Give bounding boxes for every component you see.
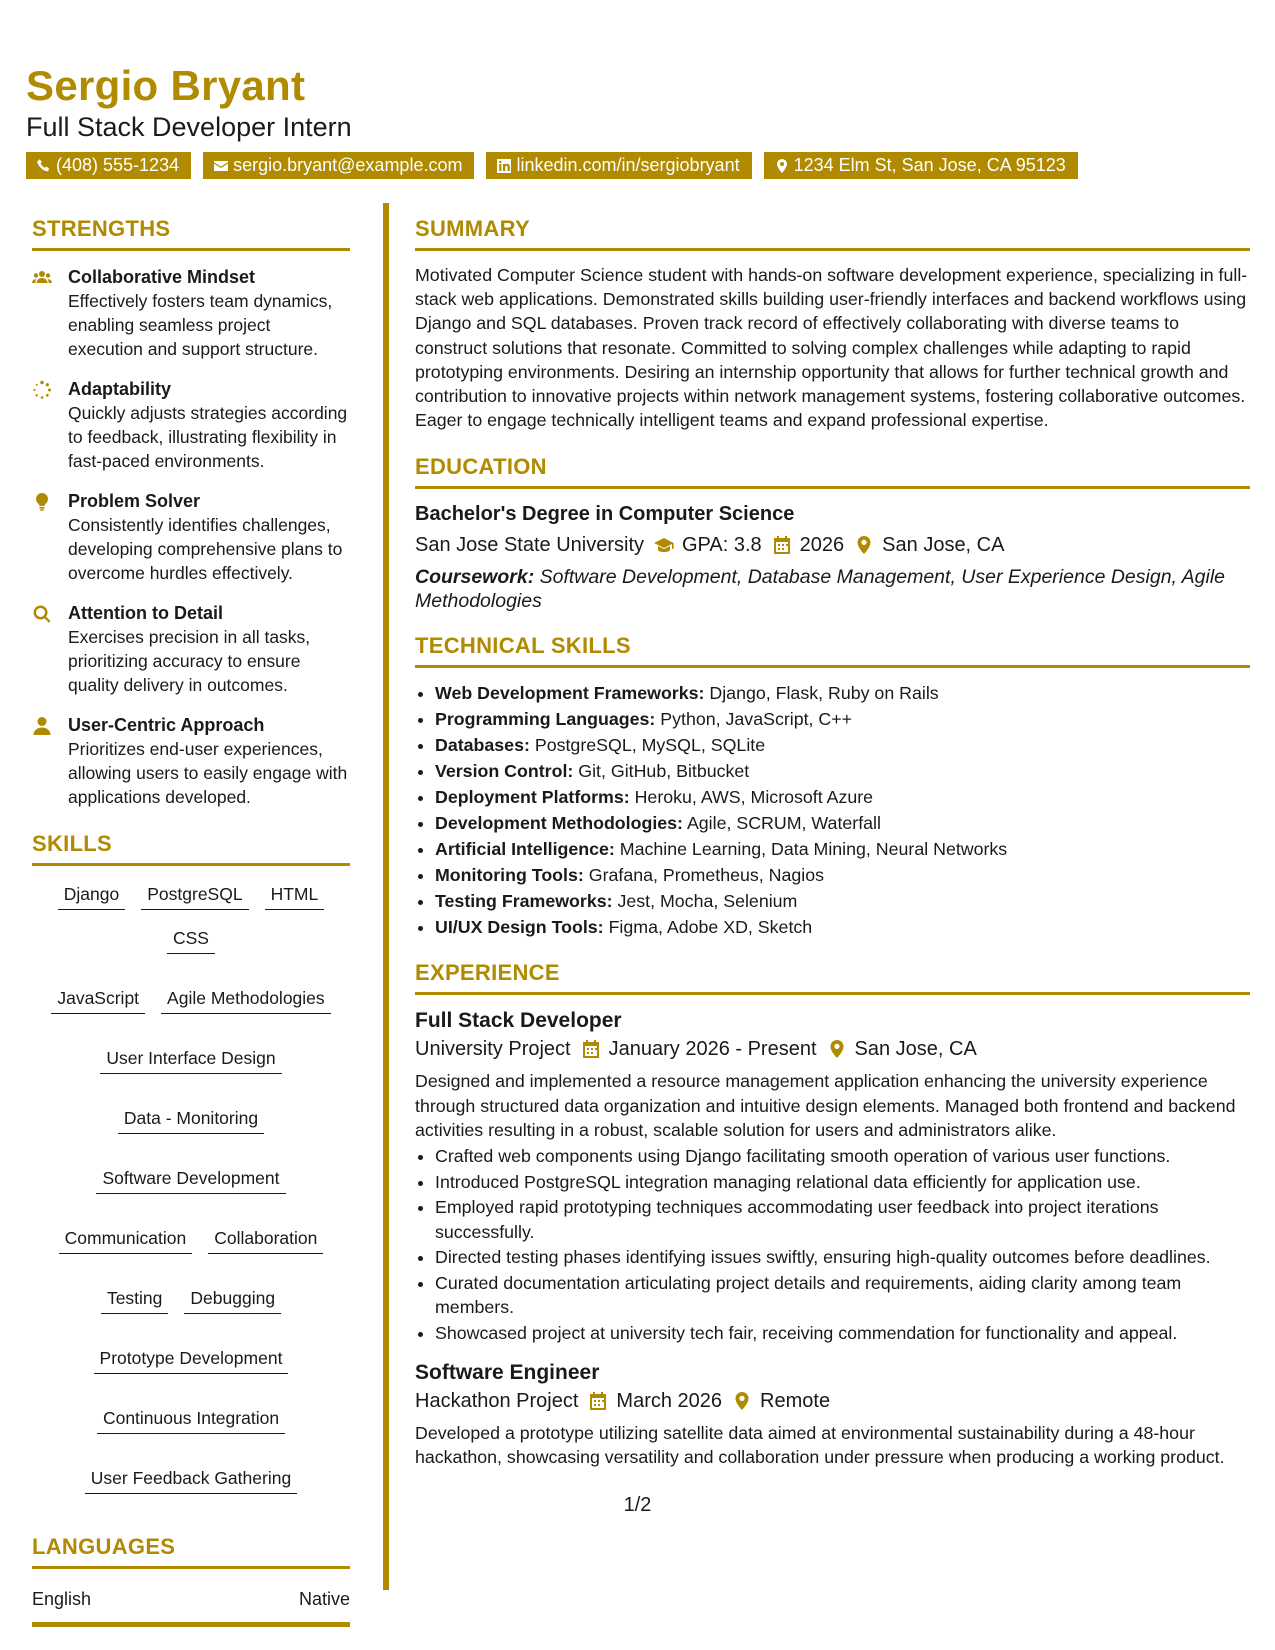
linkedin-text: linkedin.com/in/sergiobryant: [516, 155, 740, 175]
strength-desc: Exercises precision in all tasks, prioritizing accuracy to ensure quality delivery in outcomes.: [68, 627, 311, 695]
skills-heading: SKILLS: [32, 831, 350, 866]
education-meta: [415, 531, 1250, 559]
strength-item: [32, 377, 350, 473]
technical-skills-list: [415, 680, 1250, 940]
coursework: [415, 565, 1250, 613]
email-text: sergio.bryant@example.com: [233, 155, 463, 175]
map-pin-icon: [854, 535, 874, 555]
page-number: 1/2: [623, 1494, 652, 1516]
skill-tag: Debugging: [184, 1286, 281, 1314]
job-org: Hackathon Project: [415, 1390, 579, 1413]
column-divider: [383, 203, 389, 1590]
list-item: • Curated documentation articulating project details and requirements, aiding clarity among team members.: [435, 1271, 1250, 1320]
job-location: San Jose, CA: [854, 1038, 977, 1061]
skill-tag: Software Development: [96, 1166, 285, 1194]
map-pin-icon: [774, 158, 790, 174]
strength-item: [32, 713, 350, 809]
strength-title: Adaptability: [68, 379, 172, 399]
list-item: • Web Development Frameworks: Django, Flask, Ruby on Rails: [435, 680, 1250, 706]
list-item: • UI/UX Design Tools: Figma, Adobe XD, Sketch: [435, 914, 1250, 940]
education-heading: EDUCATION: [415, 454, 1250, 489]
language-level: Native: [298, 1589, 350, 1609]
languages-heading: LANGUAGES: [32, 1534, 350, 1569]
phone-text: (408) 555-1234: [56, 155, 180, 175]
education-location: San Jose, CA: [882, 534, 1005, 557]
skill-tag: Communication: [59, 1226, 193, 1254]
education-degree: Bachelor's Degree in Computer Science: [415, 503, 795, 526]
education-year: 2026: [799, 534, 845, 557]
list-item: • Deployment Platforms: Heroku, AWS, Microsoft Azure: [435, 784, 1250, 810]
strength-desc: Quickly adjusts strategies according to feedback, illustrating flexibility in fast-paced environments.: [68, 403, 348, 471]
left-column: [32, 216, 350, 1627]
summary-heading: SUMMARY: [415, 216, 1250, 251]
list-item: • Employed rapid prototyping techniques accommodating user feedback into project iterations successfully.: [435, 1195, 1250, 1244]
candidate-title: Full Stack Developer Intern: [26, 112, 352, 142]
lightbulb-icon: [32, 489, 58, 585]
education-gpa: GPA: 3.8: [682, 534, 762, 557]
job-meta: [415, 1387, 1250, 1415]
job-title: Software Engineer: [415, 1361, 600, 1385]
strength-desc: Effectively fosters team dynamics, enabling seamless project execution and support structure.: [68, 291, 333, 359]
address-text: 1234 Elm St, San Jose, CA 95123: [793, 155, 1066, 175]
job-dates: March 2026: [616, 1390, 723, 1413]
linkedin-icon: [496, 158, 512, 174]
users-icon: [32, 265, 58, 361]
calendar-icon: [588, 1391, 608, 1411]
candidate-name: Sergio Bryant: [26, 62, 306, 109]
skill-tag: PostgreSQL: [141, 882, 248, 910]
summary-text: Motivated Computer Science student with hands-on software development experience, specializing in full-stack web applications. Demonstrated skills building user-friendly interfaces and backend workflows using Django and SQL databases. Proven track record of effectively collaborating with diverse teams to construct solutions that resonate. Committed to solving complex challenges while adapting to rapid prototyping environments. Desiring an internship opportunity that allows for further technical growth and contribution to innovative projects within network management systems, fostering collaborative outcomes. Eager to engage technically intelligent teams and expand professional expertise.: [415, 265, 1248, 431]
skill-tag: Agile Methodologies: [161, 986, 331, 1014]
list-item: • Development Methodologies: Agile, SCRUM, Waterfall: [435, 810, 1250, 836]
skill-tag: HTML: [265, 882, 325, 910]
job-org: University Project: [415, 1038, 571, 1061]
strength-title: User-Centric Approach: [68, 715, 265, 735]
skill-tag: Testing: [101, 1286, 168, 1314]
job-bullets: [415, 1144, 1250, 1345]
strength-title: Problem Solver: [68, 491, 201, 511]
skill-tag: Data - Monitoring: [118, 1106, 264, 1134]
skill-tag: Prototype Development: [94, 1346, 289, 1374]
job-description: Developed a prototype utilizing satellite data aimed at environmental sustainability during a 48-hour hackathon, showcasing versatility and collaboration under pressure when producing a working product.: [415, 1423, 1225, 1468]
skill-tag: Django: [58, 882, 125, 910]
job-description: Designed and implemented a resource management application enhancing the university experience through structured data organization and intuitive design elements. Managed both frontend and backend activities resulting in a robust, scalable solution for users and administrators alike.: [415, 1071, 1236, 1140]
strength-item: [32, 601, 350, 697]
list-item: • Crafted web components using Django facilitating smooth operation of various user functions.: [435, 1144, 1250, 1169]
list-item: • Version Control: Git, GitHub, Bitbucket: [435, 758, 1250, 784]
spinner-icon: [32, 377, 58, 473]
skill-tag: Collaboration: [208, 1226, 323, 1254]
contact-bar: [26, 152, 1078, 180]
calendar-icon: [772, 535, 792, 555]
linkedin-chip[interactable]: [486, 152, 751, 179]
skill-tag: JavaScript: [51, 986, 145, 1014]
list-item: • Monitoring Tools: Grafana, Prometheus, Nagios: [435, 862, 1250, 888]
language-row: [32, 1589, 350, 1627]
list-item: • Artificial Intelligence: Machine Learning, Data Mining, Neural Networks: [435, 836, 1250, 862]
phone-icon: [36, 158, 52, 174]
job-location: Remote: [760, 1390, 831, 1413]
strength-desc: Consistently identifies challenges, developing comprehensive plans to overcome hurdles effectively.: [68, 515, 343, 583]
list-item: • Showcased project at university tech fair, receiving commendation for functionality and appeal.: [435, 1321, 1250, 1346]
job-title: Full Stack Developer: [415, 1009, 622, 1033]
map-pin-icon: [827, 1039, 847, 1059]
strength-item: [32, 265, 350, 361]
user-icon: [32, 713, 58, 809]
skills-tags: [32, 882, 350, 1494]
phone-chip[interactable]: [26, 152, 191, 179]
list-item: • Directed testing phases identifying issues swiftly, ensuring high-quality outcomes before deadlines.: [435, 1245, 1250, 1270]
job-dates: January 2026 - Present: [608, 1038, 817, 1061]
skill-tag: Continuous Integration: [97, 1406, 285, 1434]
strength-item: [32, 489, 350, 585]
skill-tag: User Feedback Gathering: [85, 1466, 297, 1494]
strengths-heading: STRENGTHS: [32, 216, 350, 251]
envelope-icon: [213, 158, 229, 174]
address-chip[interactable]: [764, 152, 1078, 179]
language-name: English: [32, 1589, 92, 1609]
map-pin-icon: [732, 1391, 752, 1411]
skill-tag: User Interface Design: [100, 1046, 281, 1074]
job-meta: [415, 1035, 1250, 1063]
education-school: San Jose State University: [415, 534, 644, 557]
technical-skills-heading: TECHNICAL SKILLS: [415, 633, 1250, 668]
strength-title: Collaborative Mindset: [68, 267, 256, 287]
experience-heading: EXPERIENCE: [415, 960, 1250, 995]
calendar-icon: [581, 1039, 601, 1059]
list-item: • Databases: PostgreSQL, MySQL, SQLite: [435, 732, 1250, 758]
strength-title: Attention to Detail: [68, 603, 223, 623]
skill-tag: CSS: [167, 926, 215, 954]
coursework-label: Coursework:: [415, 566, 535, 589]
list-item: • Programming Languages: Python, JavaScript, C++: [435, 706, 1250, 732]
graduation-cap-icon: [654, 535, 674, 555]
list-item: • Introduced PostgreSQL integration managing relational data efficiently for application use.: [435, 1170, 1250, 1195]
email-chip[interactable]: [203, 152, 474, 179]
coursework-list: Software Development, Database Management, User Experience Design, Agile Methodologies: [415, 566, 1226, 613]
search-icon: [32, 601, 58, 697]
list-item: • Testing Frameworks: Jest, Mocha, Selenium: [435, 888, 1250, 914]
right-column: [415, 216, 1250, 1469]
strength-desc: Prioritizes end-user experiences, allowing users to easily engage with applications developed.: [68, 739, 348, 807]
